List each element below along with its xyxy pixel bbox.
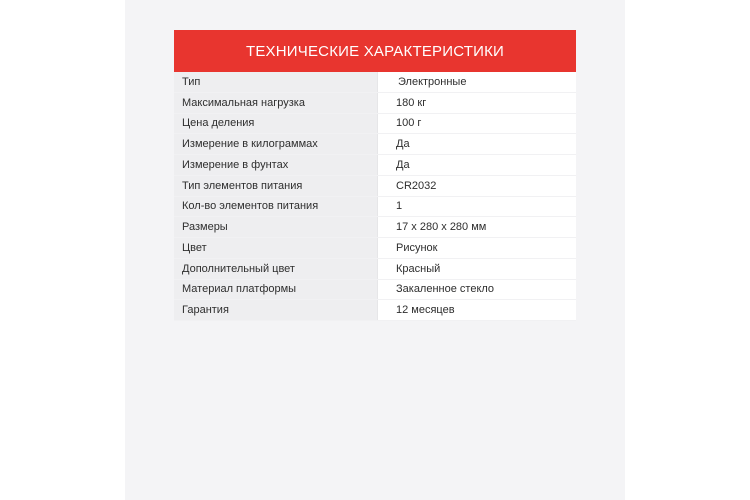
spec-row-battery-type xyxy=(174,176,576,197)
spec-label: Размеры xyxy=(174,217,377,237)
spec-table-header xyxy=(174,30,576,72)
spec-value: 12 месяцев xyxy=(377,300,576,320)
spec-label: Материал платформы xyxy=(174,280,377,300)
spec-label: Максимальная нагрузка xyxy=(174,93,377,113)
spec-row-warranty xyxy=(174,300,576,321)
spec-value: Электронные xyxy=(377,72,576,92)
spec-row-platform-material xyxy=(174,280,576,301)
spec-label: Измерение в фунтах xyxy=(174,155,377,175)
spec-label: Измерение в килограммах xyxy=(174,134,377,154)
spec-value: 1 xyxy=(377,197,576,217)
spec-row-pounds xyxy=(174,155,576,176)
spec-table xyxy=(174,30,576,321)
spec-row-battery-count xyxy=(174,197,576,218)
spec-value: Закаленное стекло xyxy=(377,280,576,300)
spec-row-dimensions xyxy=(174,217,576,238)
spec-row-division xyxy=(174,114,576,135)
spec-table-title: ТЕХНИЧЕСКИЕ ХАРАКТЕРИСТИКИ xyxy=(245,42,505,60)
spec-label: Цвет xyxy=(174,238,377,258)
spec-row-extra-color xyxy=(174,259,576,280)
spec-value: 17 х 280 х 280 мм xyxy=(377,217,576,237)
spec-label: Тип xyxy=(174,72,377,92)
spec-row-kilograms xyxy=(174,134,576,155)
spec-value: Рисунок xyxy=(377,238,576,258)
spec-row-max-load xyxy=(174,93,576,114)
spec-value: Да xyxy=(377,155,576,175)
spec-table-body xyxy=(174,72,576,321)
spec-label: Дополнительный цвет xyxy=(174,259,377,279)
spec-label: Цена деления xyxy=(174,114,377,134)
spec-label: Гарантия xyxy=(174,300,377,320)
spec-value: 180 кг xyxy=(377,93,576,113)
spec-label: Тип элементов питания xyxy=(174,176,377,196)
spec-value: Да xyxy=(377,134,576,154)
spec-value: Красный xyxy=(377,259,576,279)
spec-value: CR2032 xyxy=(377,176,576,196)
spec-label: Кол-во элементов питания xyxy=(174,197,377,217)
spec-row-type xyxy=(174,72,576,93)
spec-value: 100 г xyxy=(377,114,576,134)
spec-row-color xyxy=(174,238,576,259)
